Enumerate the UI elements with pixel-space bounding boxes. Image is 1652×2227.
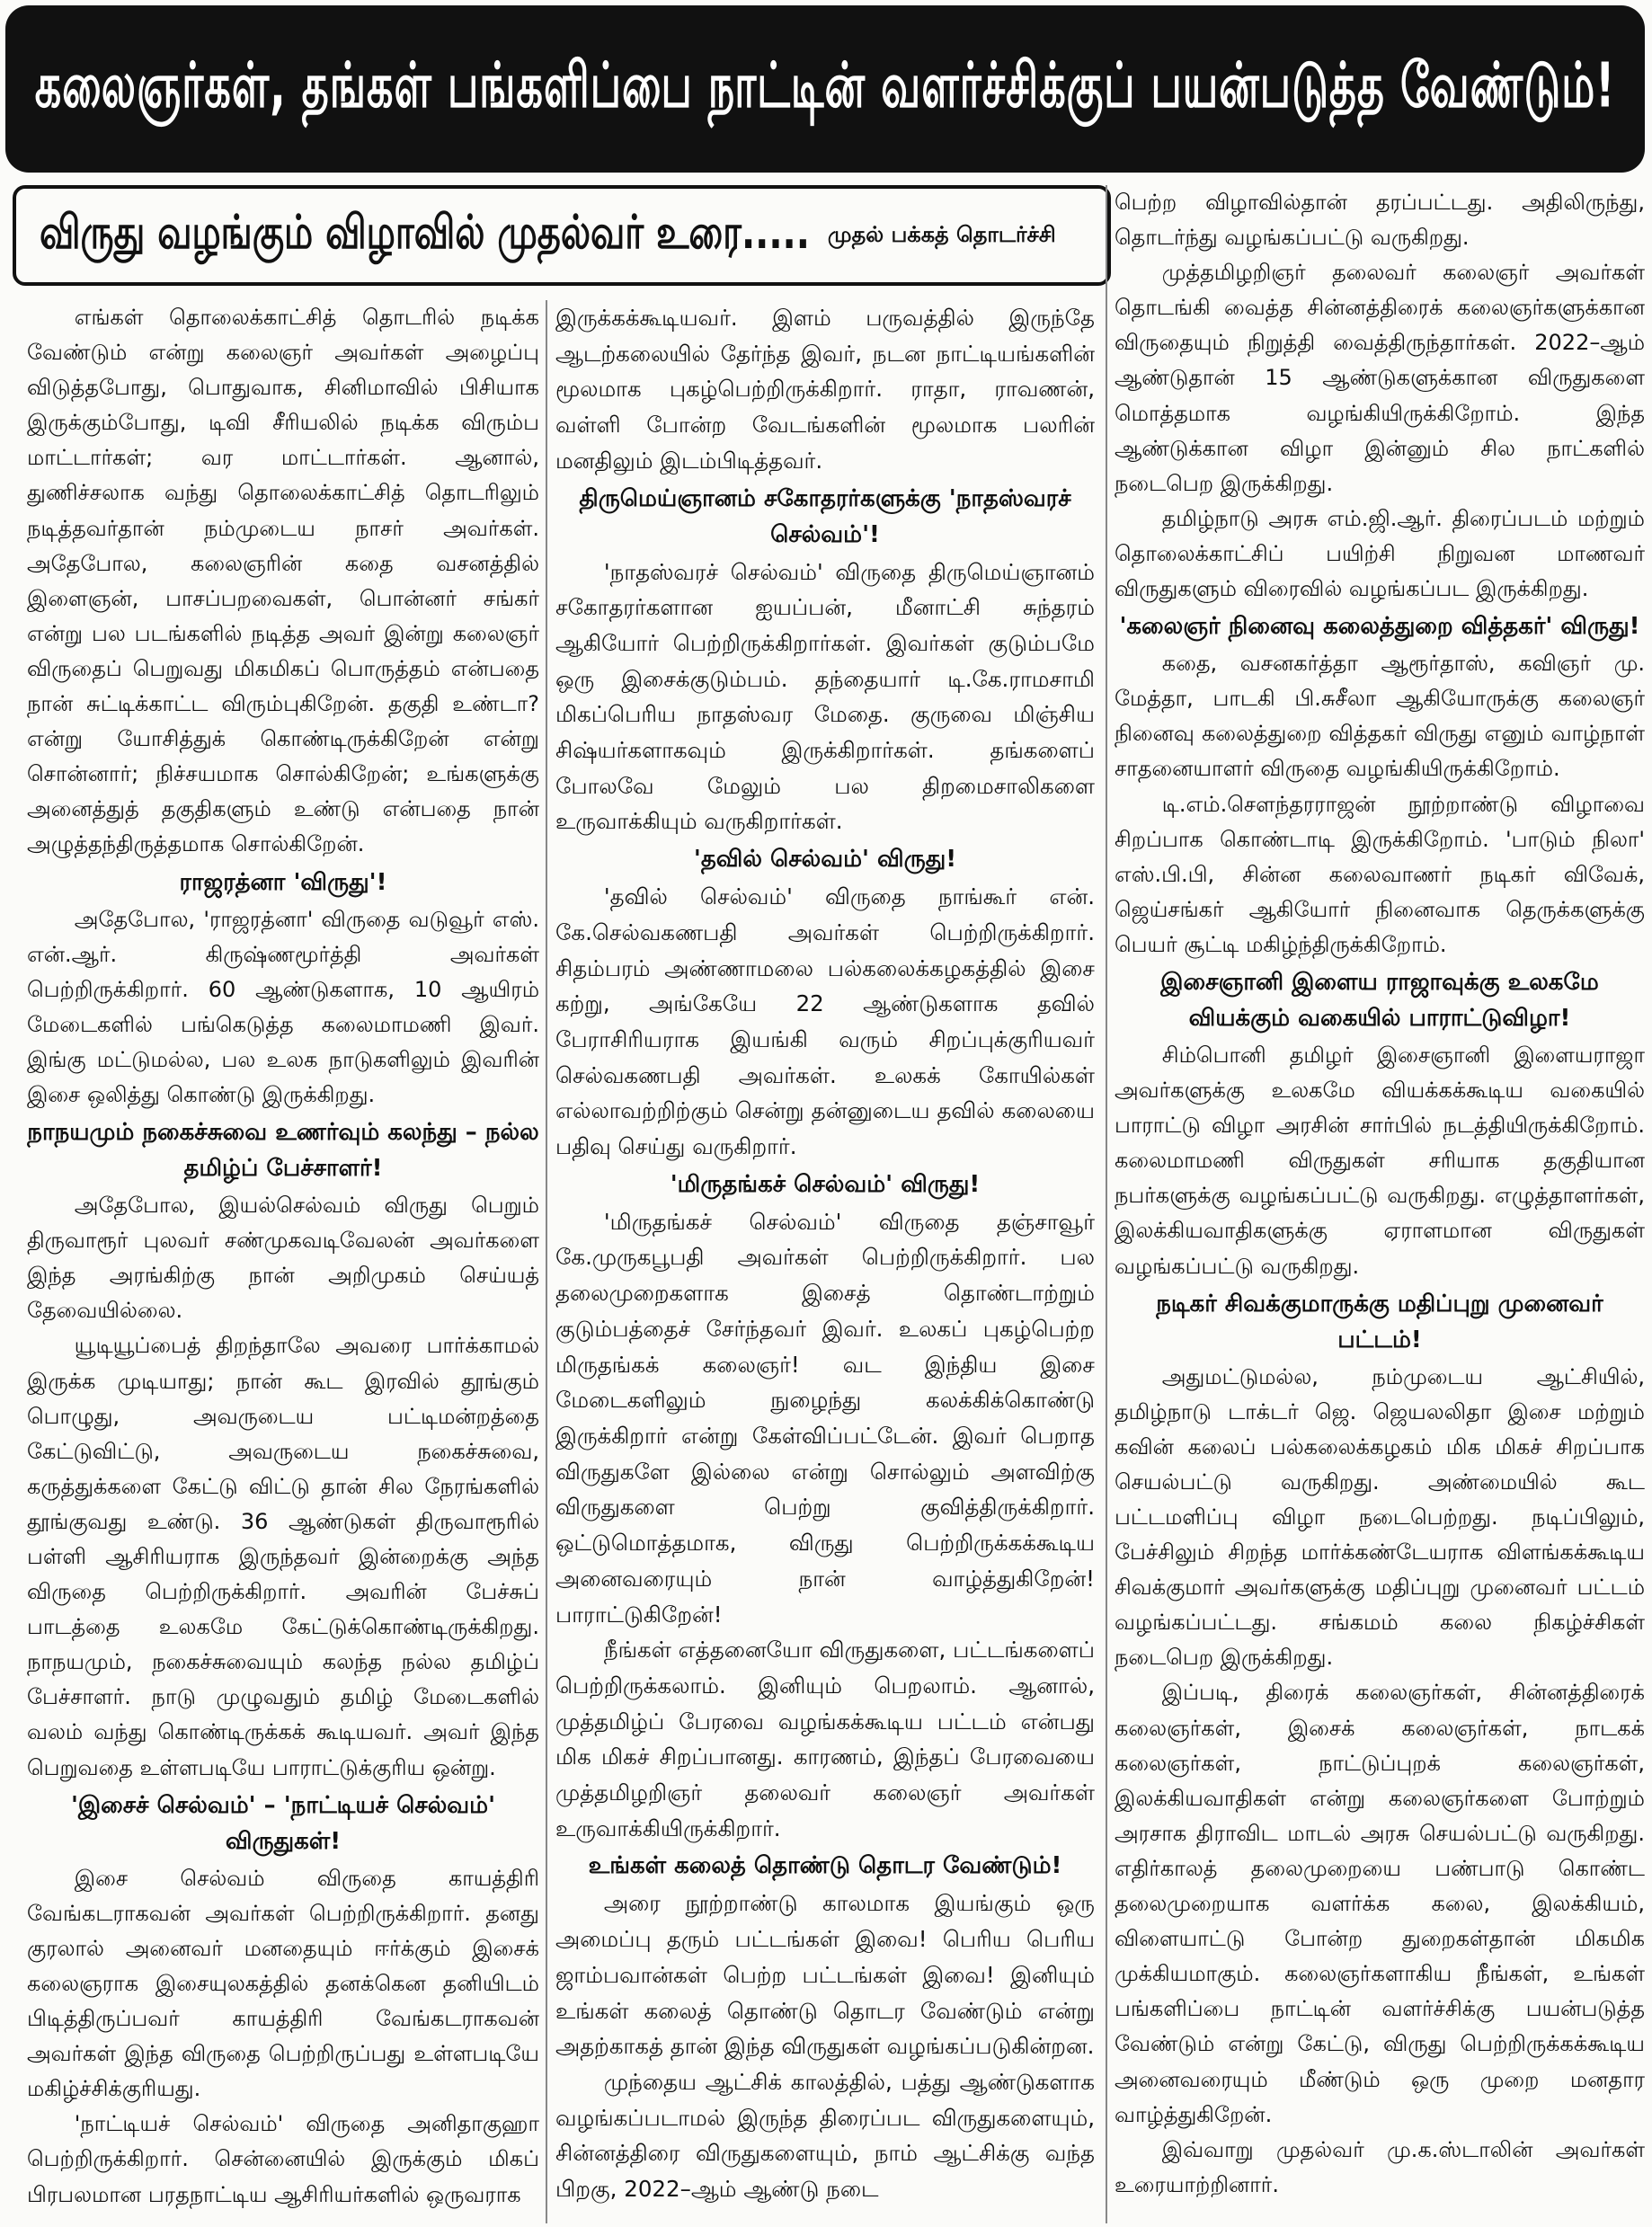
- paragraph: முத்தமிழறிஞர் தலைவர் கலைஞர் அவர்கள் தொடங்கி வைத்த சின்னத்திரைக் கலைஞர்களுக்கான விருதையும் நிறுத்தி வைத்திருந்தார்கள். 2022–ஆம் ஆண்டுதான் 15 ஆண்டுகளுக்கான விருதுகளை மொத்தமாக வழங்கியிருக்கிறோம். இந்த ஆண்டுக்கான விழா இன்னும் சில நாட்களில் நடைபெற இருக்கிறது.: [1115, 260, 1645, 496]
- section-heading: 'கலைஞர் நினைவு கலைத்துறை வித்தகர்' விருது!: [1119, 613, 1640, 641]
- paragraph: நீங்கள் எத்தனையோ விருதுகளை, பட்டங்களைப் பெற்றிருக்கலாம். இனியும் பெறலாம். ஆனால், முத்தமிழ்ப் பேரவை வழங்கக்கூடிய பட்டம் என்பது மிக மிகச் சிறப்பானது. காரணம், இந்தப் பேரவையை முத்தமிழறிஞர் தலைவர் கலைஞர் அவர்கள் உருவாக்கியிருக்கிறார்.: [555, 1637, 1095, 1841]
- section-heading: நாநயமும் நகைச்சுவை உணர்வும் கலந்து – நல்ல தமிழ்ப் பேச்சாளர்!: [27, 1119, 539, 1183]
- subhead-title: விருது வழங்கும் விழாவில் முதல்வர் உரை.....: [40, 205, 810, 260]
- paragraph: பெற்ற விழாவில்தான் தரப்பட்டது. அதிலிருந்து, தொடர்ந்து வழங்கப்பட்டு வருகிறது.: [1115, 190, 1645, 251]
- subhead-box: [13, 185, 1111, 286]
- paragraph: 'நாட்டியச் செல்வம்' விருதை அனிதாகுஹா பெற்றிருக்கிறார். சென்னையில் இருக்கும் மிகப் பிரபலமான பரதநாட்டிய ஆசிரியர்களில் ஒருவராக: [27, 2111, 539, 2207]
- paragraph: சிம்பொனி தமிழர் இசைஞானி இளையராஜா அவர்களுக்கு உலகமே வியக்கக்கூடிய வகையில் பாராட்டு விழா அரசின் சார்பில் நடத்தியிருக்கிறோம். கலைமாமணி விருதுகள் சரியாக தகுதியான நபர்களுக்கு வழங்கப்பட்டு வருகிறது. எழுத்தாளர்கள், இலக்கியவாதிகளுக்கு ஏராளமான விருதுகள் வழங்கப்பட்டு வருகிறது.: [1115, 1042, 1645, 1279]
- paragraph: தமிழ்நாடு அரசு எம்.ஜி.ஆர். திரைப்படம் மற்றும் தொலைக்காட்சிப் பயிற்சி நிறுவன மாணவர் விருதுகளும் விரைவில் வழங்கப்பட இருக்கிறது.: [1115, 505, 1645, 602]
- paragraph: 'மிருதங்கச் செல்வம்' விருதை தஞ்சாவூர் கே.முருகபூபதி அவர்கள் பெற்றிருக்கிறார். பல தலைமுறைகளாக இசைத் தொண்டாற்றும் குடும்பத்தைச் சேர்ந்தவர் இவர். உலகப் புகழ்பெற்ற மிருதங்கக் கலைஞர்! வட இந்திய இசை மேடைகளிலும் நுழைந்து கலக்கிக்கொண்டு இருக்கிறார் என்று கேள்விப்பட்டேன். இவர் பெறாத விருதுகளே இல்லை என்று சொல்லும் அளவிற்கு விருதுகளை பெற்று குவித்திருக்கிறார். ஒட்டுமொத்தமாக, விருது பெற்றிருக்கக்கூடிய அனைவரையும் நான் வாழ்த்துகிறேன்! பாராட்டுகிறேன்!: [555, 1208, 1095, 1628]
- section-heading: திருமெய்ஞானம் சகோதரர்களுக்கு 'நாதஸ்வரச் செல்வம்'!: [579, 484, 1071, 548]
- paragraph: இசை செல்வம் விருதை காயத்திரி வேங்கடராகவன் அவர்கள் பெற்றிருக்கிறார். தனது குரலால் அனைவர் மனதையும் ஈர்க்கும் இசைக் கலைஞராக இசையுலகத்தில் தனக்கென தனியிடம் பிடித்திருப்பவர் காயத்திரி வேங்கடராகவன் அவர்கள் இந்த விருதை பெற்றிருப்பது உள்ளபடியே மகிழ்ச்சிக்குரியது.: [27, 1865, 539, 2102]
- paragraph: அதேபோல, 'ராஜரத்னா' விருதை வடுவூர் எஸ். என்.ஆர். கிருஷ்ணமூர்த்தி அவர்கள் பெற்றிருக்கிறார். 60 ஆண்டுகளாக, 10 ஆயிரம் மேடைகளில் பங்கெடுத்த கலைமாமணி இவர். இங்கு மட்டுமல்ல, பல உலக நாடுகளிலும் இவரின் இசை ஒலித்து கொண்டு இருக்கிறது.: [27, 906, 539, 1107]
- continuation-note: முதல் பக்கத் தொடர்ச்சி: [827, 221, 1056, 247]
- section-heading: ராஜரத்னா 'விருது'!: [179, 868, 387, 896]
- column-divider: [1106, 185, 1107, 2223]
- paragraph: யூடியூப்பைத் திறந்தாலே அவரை பார்க்காமல் இருக்க முடியாது; நான் கூட இரவில் தூங்கும் பொழுது, அவருடைய பட்டிமன்றத்தை கேட்டுவிட்டு, அவருடைய நகைச்சுவை, கருத்துக்களை கேட்டு விட்டு தான் சில நேரங்களில் தூங்குவது உண்டு. 36 ஆண்டுகள் திருவாரூரில் பள்ளி ஆசிரியராக இருந்தவர் இன்றைக்கு அந்த விருதை பெற்றிருக்கிறார். அவரின் பேச்சுப் பாடத்தை உலகமே கேட்டுக்கொண்டிருக்கிறது. நாநயமும், நகைச்சுவையும் கலந்த நல்ல தமிழ்ப் பேச்சாளர். நாடு முழுவதும் தமிழ் மேடைகளில் வலம் வந்து கொண்டிருக்கக் கூடியவர். அவர் இந்த பெறுவதை உள்ளபடியே பாராட்டுக்குரிய ஒன்று.: [27, 1333, 539, 1780]
- paragraph: முந்தைய ஆட்சிக் காலத்தில், பத்து ஆண்டுகளாக வழங்கப்படாமல் இருந்த திரைப்பட விருதுகளையும், சின்னத்திரை விருதுகளையும், நாம் ஆட்சிக்கு வந்த பிறகு, 2022–ஆம் ஆண்டு நடை: [555, 2068, 1095, 2203]
- section-heading: நடிகர் சிவக்குமாருக்கு மதிப்புறு முனைவர் பட்டம்!: [1156, 1290, 1603, 1353]
- column-divider: [546, 300, 547, 2223]
- paragraph: அதேபோல, இயல்செல்வம் விருது பெறும் திருவாரூர் புலவர் சண்முகவடிவேலன் அவர்களை இந்த அரங்கிற்கு நான் அறிமுகம் செய்யத் தேவையில்லை.: [27, 1193, 539, 1324]
- paragraph: அதுமட்டுமல்ல, நம்முடைய ஆட்சியில், தமிழ்நாடு டாக்டர் ஜெ. ஜெயலலிதா இசை மற்றும் கவின் கலைப் பல்கலைக்கழகம் மிக மிகச் சிறப்பாக செயல்பட்டு வருகிறது. அண்மையில் கூட பட்டமளிப்பு விழா நடைபெற்றது. நடிப்பிலும், பேச்சிலும் சிறந்த மார்க்கண்டேயராக விளங்கக்கூடிய சிவக்குமார் அவர்களுக்கு மதிப்புறு முனைவர் பட்டம் வழங்கப்பட்டது. சங்கமம் கலை நிகழ்ச்சிகள் நடைபெற இருக்கிறது.: [1115, 1363, 1645, 1671]
- paragraph: எங்கள் தொலைக்காட்சித் தொடரில் நடிக்க வேண்டும் என்று கலைஞர் அவர்கள் அழைப்பு விடுத்தபோது, பொதுவாக, சினிமாவில் பிசியாக இருக்கும்போது, டிவி சீரியலில் நடிக்க விரும்ப மாட்டார்கள்; வர மாட்டார்கள். ஆனால், துணிச்சலாக வந்து தொலைக்காட்சித் தொடரிலும் நடித்தவர்தான் நம்முடைய நாசர் அவர்கள். அதேபோல, கலைஞரின் கதை வசனத்தில் இளைஞன், பாசப்பறவைகள், பொன்னர் சங்கர் என்று பல படங்களில் நடித்த அவர் இன்று கலைஞர் விருதைப் பெறுவது மிகமிகப் பொருத்தம் என்பதை நான் சுட்டிக்காட்ட விரும்புகிறேன். தகுதி உண்டா? என்று யோசித்துக் கொண்டிருக்கிறேன் என்று சொன்னார்; நிச்சயமாக சொல்கிறேன்; உங்களுக்கு அனைத்துத் தகுதிகளும் உண்டு என்பதை நான் அழுத்தந்திருத்தமாக சொல்கிறேன்.: [27, 305, 539, 857]
- paragraph: டி.எம்.சௌந்தரராஜன் நூற்றாண்டு விழாவை சிறப்பாக கொண்டாடி இருக்கிறோம். 'பாடும் நிலா' எஸ்.பி.பி, சின்ன கலைவாணர் நடிகர் விவேக், ஜெய்சங்கர் ஆகியோர் நினைவாக தெருக்களுக்கு பெயர் சூட்டி மகிழ்ந்திருக்கிறோம்.: [1115, 791, 1645, 957]
- paragraph: அரை நூற்றாண்டு காலமாக இயங்கும் ஒரு அமைப்பு தரும் பட்டங்கள் இவை! பெரிய பெரிய ஜாம்பவான்கள் பெற்ற பட்டங்கள் இவை! இனியும் உங்கள் கலைத் தொண்டு தொடர வேண்டும் என்று அதற்காகத் தான் இந்த விருதுகள் வழங்கப்படுகின்றன.: [555, 1890, 1095, 2060]
- headline: கலைஞர்கள், தங்கள் பங்களிப்பை நாட்டின் வளர்ச்சிக்குப் பயன்படுத்த வேண்டும்!: [34, 48, 1616, 121]
- article-column-1: [27, 300, 539, 2223]
- section-heading: 'மிருதங்கச் செல்வம்' விருது!: [670, 1170, 981, 1198]
- paragraph: 'நாதஸ்வரச் செல்வம்' விருதை திருமெய்ஞானம் சகோதரர்களான ஐயப்பன், மீனாட்சி சுந்தரம் ஆகியோர் பெற்றிருக்கிறார்கள். இவர்கள் குடும்பமே ஒரு இசைக்குடும்பம். தந்தையார் டி.கே.ராமசாமி மிகப்பெரிய நாதஸ்வர மேதை. குருவை மிஞ்சிய சிஷ்யர்களாகவும் இருக்கிறார்கள். தங்களைப் போலவே மேலும் பல திறமைசாலிகளை உருவாக்கியும் வருகிறார்கள்.: [555, 558, 1095, 835]
- paragraph: இருக்கக்கூடியவர். இளம் பருவத்தில் இருந்தே ஆடற்கலையில் தேர்ந்த இவர், நடன நாட்டியங்களின் மூலமாக புகழ்பெற்றிருக்கிறார். ராதா, ராவணன், வள்ளி போன்ற வேடங்களின் மூலமாக பலரின் மனதிலும் இடம்பிடித்தவர்.: [555, 305, 1095, 474]
- section-heading: இசைஞானி இளைய ராஜாவுக்கு உலகமே வியக்கும் வகையில் பாராட்டுவிழா!: [1160, 968, 1599, 1032]
- article-column-2: [555, 300, 1095, 2223]
- section-heading: 'தவில் செல்வம்' விருது!: [693, 846, 957, 874]
- article-column-3: [1115, 185, 1645, 2223]
- headline-banner: [5, 5, 1645, 173]
- section-heading: 'இசைச் செல்வம்' – 'நாட்டியச் செல்வம்' விருதுகள்!: [70, 1791, 496, 1855]
- paragraph: இப்படி, திரைக் கலைஞர்கள், சின்னத்திரைக் கலைஞர்கள், இசைக் கலைஞர்கள், நாடகக் கலைஞர்கள், நாட்டுப்புறக் கலைஞர்கள், இலக்கியவாதிகள் என்று கலைஞர்களை போற்றும் அரசாக திராவிட மாடல் அரசு செயல்பட்டு வருகிறது. எதிர்காலத் தலைமுறையை பண்பாடு கொண்ட தலைமுறையாக வளர்க்க கலை, இலக்கியம், விளையாட்டு போன்ற துறைகள்தான் மிகமிக முக்கியமாகும். கலைஞர்களாகிய நீங்கள், உங்கள் பங்களிப்பை நாட்டின் வளர்ச்சிக்கு பயன்படுத்த வேண்டும் என்று கேட்டு, விருது பெற்றிருக்கக்கூடிய அனைவரையும் மீண்டும் ஒரு முறை மனதார வாழ்த்துகிறேன்.: [1115, 1680, 1645, 2127]
- paragraph: 'தவில் செல்வம்' விருதை நாங்கூர் என். கே.செல்வகணபதி அவர்கள் பெற்றிருக்கிறார். சிதம்பரம் அண்ணாமலை பல்கலைக்கழகத்தில் இசை கற்று, அங்கேயே 22 ஆண்டுகளாக தவில் பேராசிரியராக இயங்கி வரும் சிறப்புக்குரியவர் செல்வகணபதி அவர்கள். உலகக் கோயில்கள் எல்லாவற்றிற்கும் சென்று தன்னுடைய தவில் கலையை பதிவு செய்து வருகிறார்.: [555, 883, 1095, 1160]
- section-heading: உங்கள் கலைத் தொண்டு தொடர வேண்டும்!: [588, 1852, 1062, 1880]
- paragraph: இவ்வாறு முதல்வர் மு.க.ஸ்டாலின் அவர்கள் உரையாற்றினார்.: [1115, 2136, 1645, 2197]
- paragraph: கதை, வசனகர்த்தா ஆரூர்தாஸ், கவிஞர் மு. மேத்தா, பாடகி பி.சுசீலா ஆகியோருக்கு கலைஞர் நினைவு கலைத்துறை வித்தகர் விருது எனும் வாழ்நாள் சாதனையாளர் விருதை வழங்கியிருக்கிறோம்.: [1115, 651, 1645, 782]
